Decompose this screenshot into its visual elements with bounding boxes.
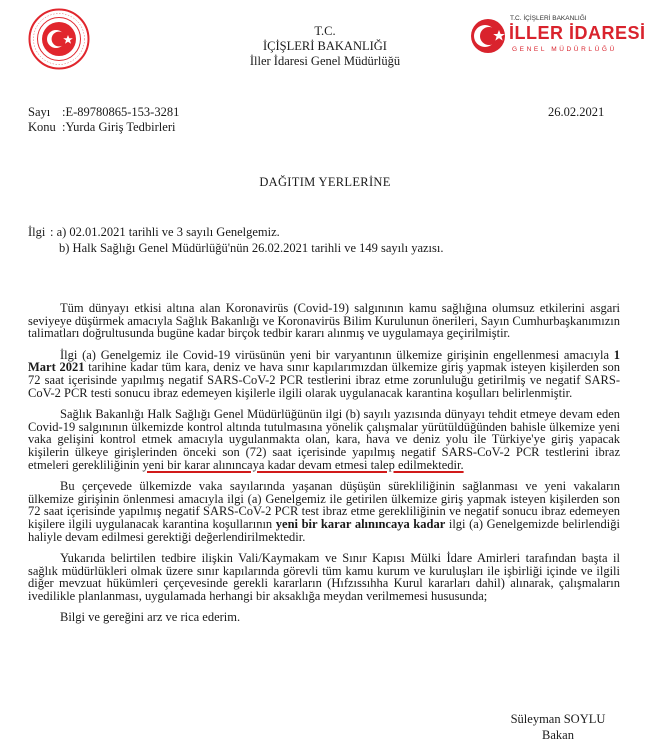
logo-sub-text: GENEL MÜDÜRLÜĞÜ [512,46,617,53]
ilgi-a: : a) 02.01.2021 tarihli ve 3 sayılı Genelgemiz. [50,225,280,239]
konu-label: Konu [28,120,56,134]
paragraph-6: Bilgi ve gereğini arz ve rica ederim. [60,610,241,625]
paragraph-1: Tüm dünyayı etkisi altına alan Koronavirüs (Covid-19) salgınının kamu sağlığına olumsuz etkilerini asgari seviyeye düşürmek amacıyla Sağlık Bakanlığı ve Koronavirüs Bilim Kurulunun önerileri, Sayın Cumhurbaşkanımızın talimatları doğrultusunda bugüne kadar birçok tedbir kararı alınmış ve uygulamaya geçirilmiştir. [28,301,620,341]
highlighted-request: yeni bir karar alınıncaya kadar devam etmesi talep edilmektedir. [142,457,464,472]
document-date: 26.02.2021 [548,105,605,119]
recipient-heading: DAĞITIM YERLERİNE [259,175,391,189]
sayi-label: Sayı [28,105,51,119]
header-ministry: İÇİŞLERİ BAKANLIĞI [263,39,387,53]
signatory-title: Bakan [542,728,574,742]
iller-idaresi-logo [468,12,646,62]
header-tc: T.C. [314,24,336,38]
konu-value: :Yurda Giriş Tedbirleri [62,120,176,134]
paragraph-2: İlgi (a) Genelgemiz ile Covid-19 virüsünün yeni bir varyantının ülkemize girişinin engellenmesi amacıyla 1 Mart 2021 tarihine kadar tüm kara, deniz ve hava sınır kapılarımızdan ülkemize giriş yapmak isteyen kişilerden son 72 saat içerisinde yapılmış negatif SARS-CoV-2 PCR testlerini ibraz etme zorunluluğu getirilmiş ve negatif SARS-CoV-2 PCR testi sonucu ibraz edemeyen kişilerle ilgili olarak uygulanacak karantina koşulları belirlenmiştir. [28,347,621,400]
paragraph-4: Bu çerçevede ülkemizde vaka sayılarında yaşanan düşüşün sürekliliğinin sağlanması ve yeni vakaların ülkemize girişinin önlenmesi amacıyla ilgi (a) Genelgemiz ile getirilen ülkemize giriş yapmak isteyen kişilerden son 72 saat içerisinde yapılmış negatif SARS-CoV-2 PCR test ibraz etme gerekliliğinin ve negatif sonucu ibraz edemeyen kişilere ilgili uygulanacak karantina koşullarının yeni bir karar alınıncaya kadar ilgi (a) Genelgemizde belirlendiği haliyle devam edilmesi gerektiği değerlendirilmektedir. [28,479,620,544]
paragraph-3: Sağlık Bakanlığı Halk Sağlığı Genel Müdürlüğünün ilgi (b) sayılı yazısında dünyayı tehdit etmeye devam eden Covid-19 salgınının ülkemizde kontrol altında tutulmasına yönelik çalışmalar yürütüldüğünden bahisle ülkemize yeni vaka gelişini kontrol etmek amacıyla uygulanmakta olan, kara, hava ve deniz yolu ile Türkiye'ye giriş yapacak kişilerin ülkeye girişlerinden önceki son (72) saat içerisinde yapılmış negatif SARS-CoV-2 PCR testlerini ibraz etmeleri gerekliliğinin yeni bir karar alınıncaya kadar devam etmesi talep edilmektedir. [28,407,620,472]
sayi-value: :E-89780865-153-3281 [62,105,180,119]
signatory-name: Süleyman SOYLU [510,712,606,726]
ilgi-label: İlgi [28,225,46,239]
bold-phrase: yeni bir karar alınıncaya kadar [275,516,446,531]
header-directorate: İller İdaresi Genel Müdürlüğü [249,54,401,68]
deadline-date: 1 Mart 2021 [28,347,620,375]
letter-body [28,302,620,624]
logo-small-text: T.C. İÇİŞLERİ BAKANLIĞI [510,15,587,22]
logo-big-text: İLLER İDARESİ [509,23,646,43]
paragraph-5: Yukarıda belirtilen tedbire ilişkin Vali/Kaymakam ve Sınır Kapısı Mülki İdare Amirleri tarafından başta il sağlık müdürlükleri olmak üzere sınır kapılarında görevli tüm kamu kurum ve kuruluşları ile işbirliği içinde ve ilgili diğer mevzuat hükümleri çerçevesinde gerekli kararların (Hıfzıssıhha Kurul kararları dahil) alınarak, çalışmaların ivedilikle planlanması, uygulamada herhangi bir aksaklığa meydan verilmemesi hususunda; [28,551,620,603]
ilgi-b: b) Halk Sağlığı Genel Müdürlüğü'nün 26.02.2021 tarihli ve 149 sayılı yazısı. [59,241,444,255]
